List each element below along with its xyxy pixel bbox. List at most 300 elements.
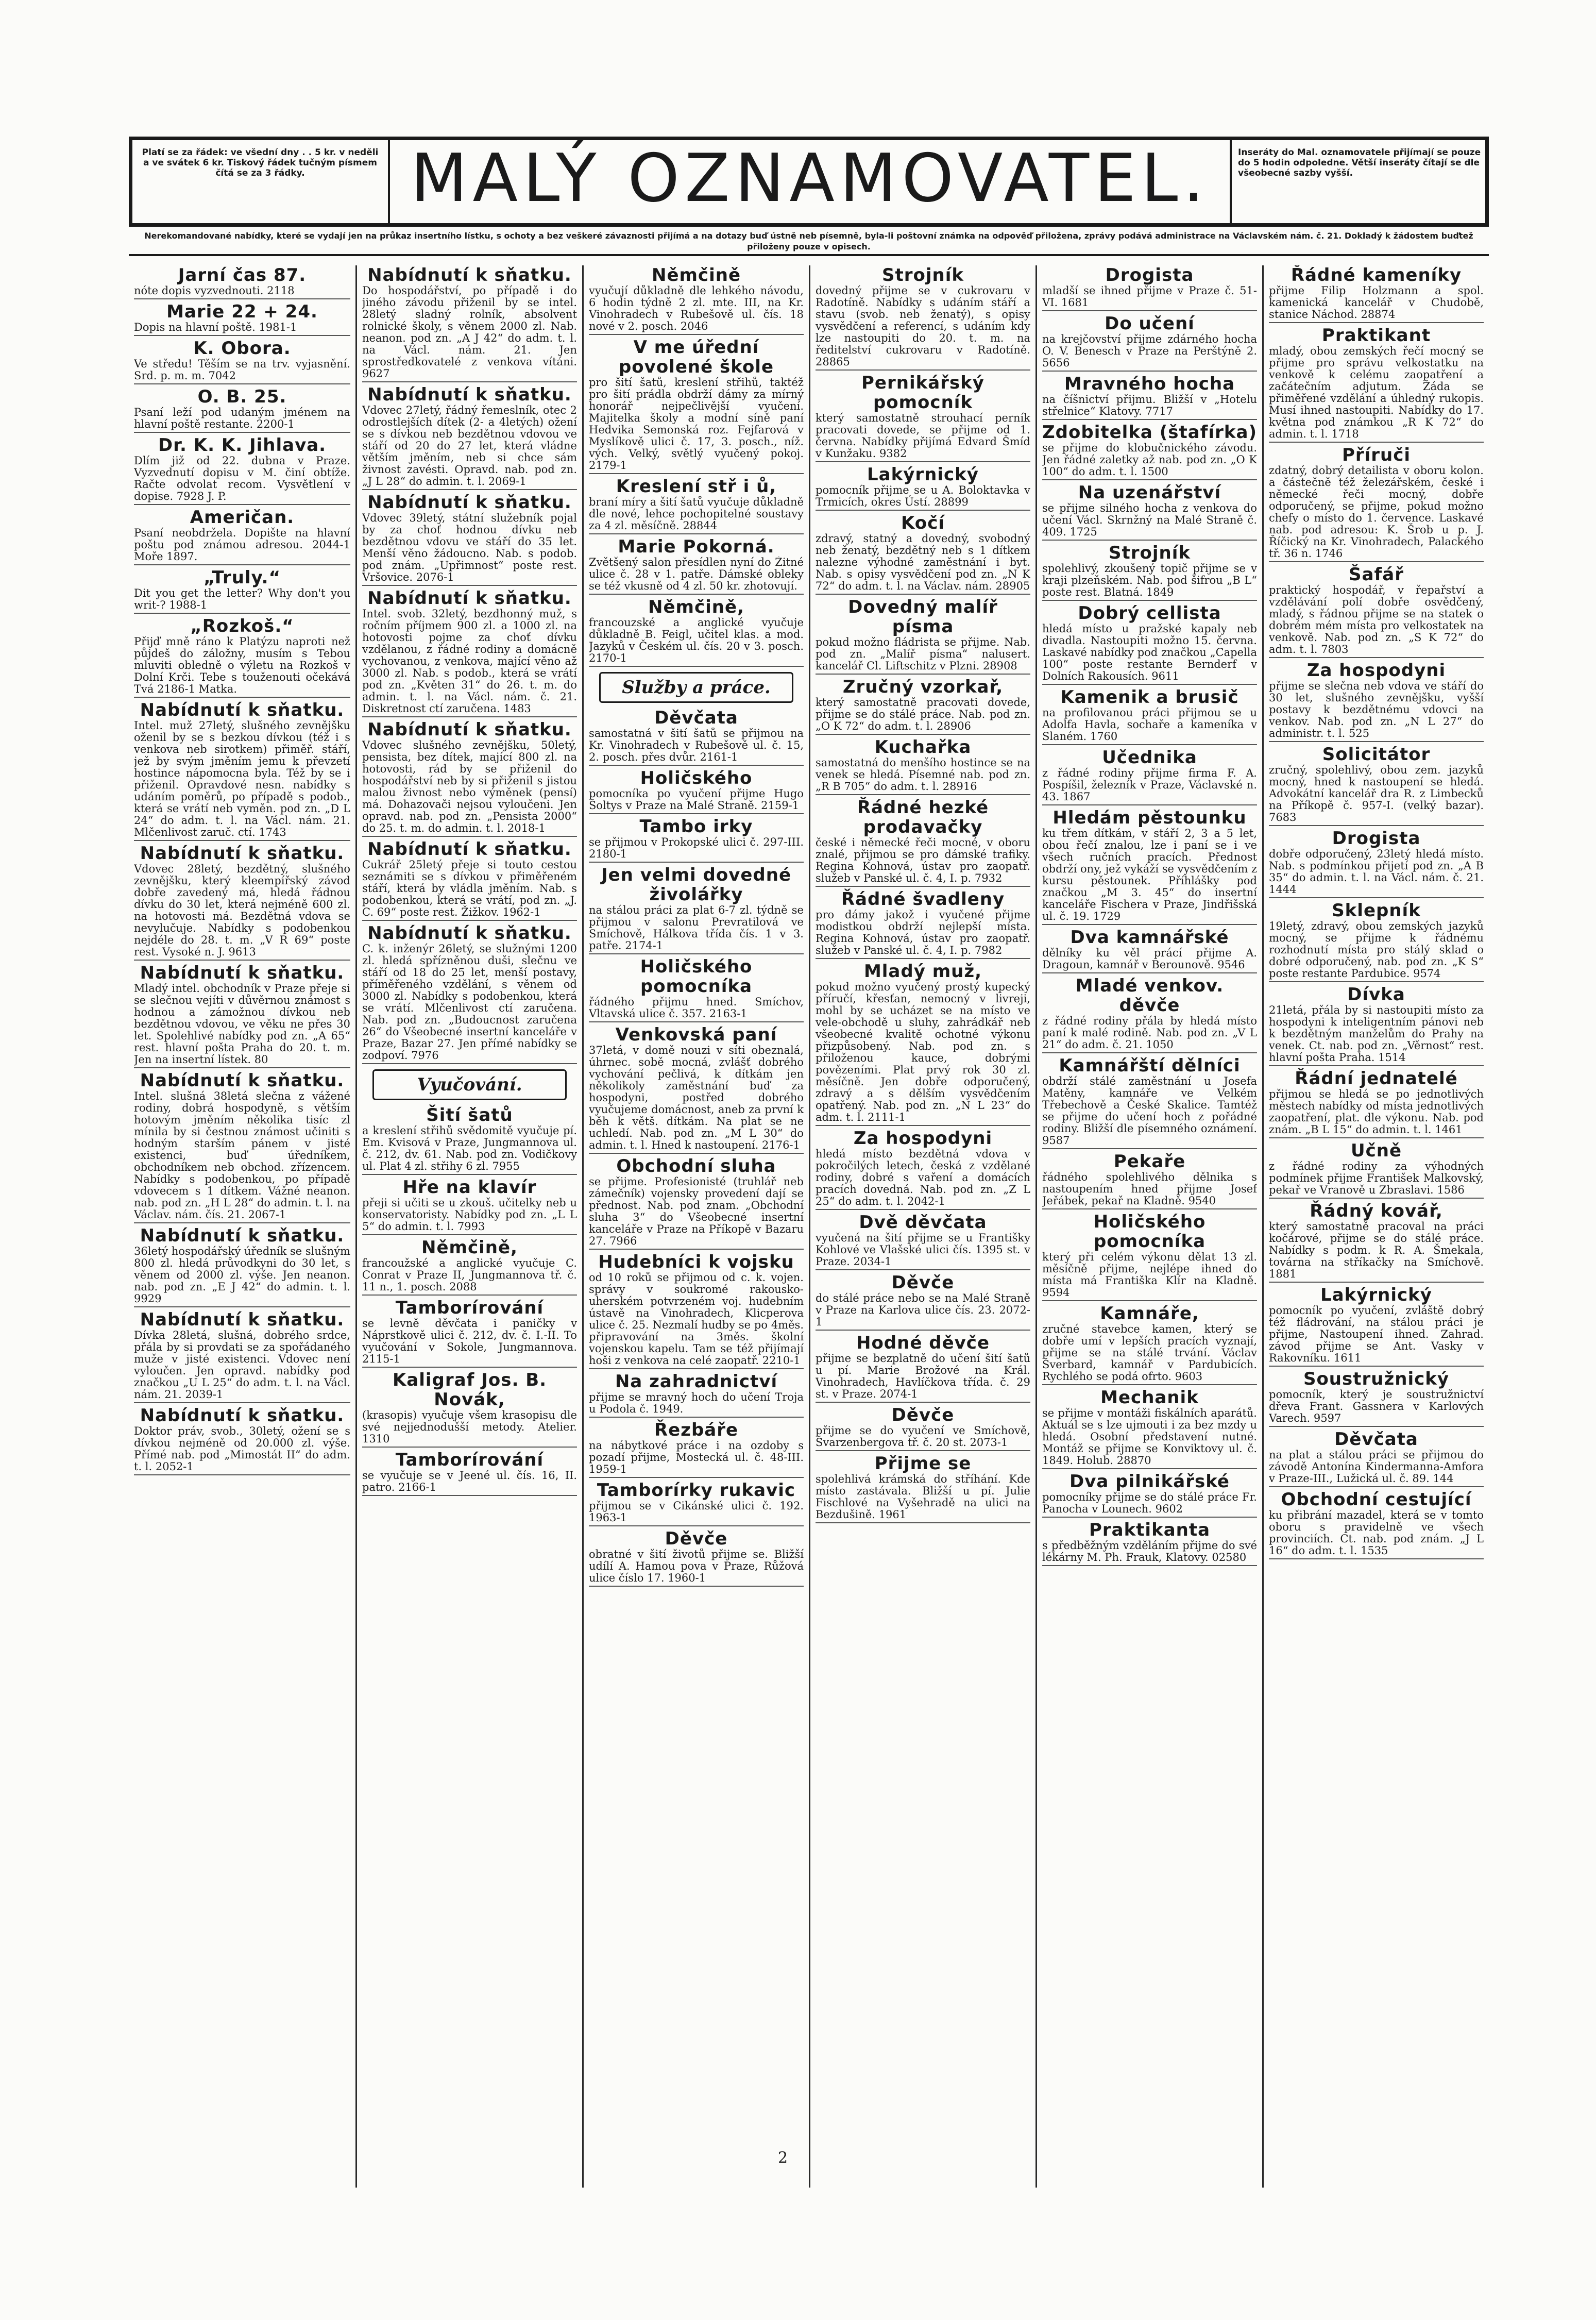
classified-ad <box>589 865 804 954</box>
ad-heading: O. B. 25. <box>197 386 287 407</box>
classified-ad <box>134 963 350 1068</box>
ad-text: mladý, obou zemských řečí mocný se přijme pro správu velkostatku na venkově k celému zaopatření a začátečním adjutum. Žáda se přiměřené vzdělání a úhledný rukopis. Musí ihned nastoupiti. Nabídky do 17. května pod známkou „R K 72“ do admin. t. l. 1718 <box>1269 345 1484 440</box>
classified-ad <box>1269 829 1484 898</box>
ad-heading: Řádní jednatelé <box>1295 1068 1458 1089</box>
classified-ad <box>589 1420 804 1478</box>
classified-ad <box>134 508 350 565</box>
ad-heading: Nabídnutí k sňatku. <box>367 923 572 944</box>
ad-text: se vyučuje se v Jeené ul. čís. 16, II. patro. 2166-1 <box>362 1470 577 1493</box>
ad-heading: Nabídnutí k sňatku. <box>140 1309 345 1330</box>
ad-text: na plat a stálou práci se přijmou do závodě Antonína Kindermanna-Amfora v Praze-III., Lužická ul. č. 89. 144 <box>1269 1449 1484 1485</box>
ad-heading: Obchodní cestující <box>1281 1489 1472 1510</box>
ad-text: ku přibrání mazadel, která se v tomto oboru s pravidelně ve všech provinciích. Ct. nab. pod znám. „J L 16“ do adm. t. l. 1535 <box>1269 1509 1484 1557</box>
ad-heading: Dva pilnikářské <box>1069 1471 1230 1492</box>
ad-heading: Řádné hezké prodavačky <box>857 797 989 837</box>
ad-text: Intel. svob. 32letý, bezdhonný muž, s ročním příjmem 900 zl. a 1000 zl. na hotovosti pojme za choť dívku vzdělanou, z řádné rodiny a domácně vychovanou, z venkova, mající věno až 3000 zl. Nab. s podob., která se vrátí pod zn. „Květen 31“ do 26. t. m. do admin. t. l. na Václ. nám. č. 21. Diskretnost ctí zaručena. 1483 <box>362 608 577 715</box>
ad-heading: Dr. K. K. Jihlava. <box>158 435 327 456</box>
ad-heading: Jarní čas 87. <box>178 265 307 285</box>
ad-text: pro dámy jakož i vyučené přijme modistkou obdrží nejlepší místa. Regina Kohnová, ústav pro zaopatř. služeb v Panské ul. č. 4, I. p. 7982 <box>816 909 1030 956</box>
ad-text: (krasopis) vyučuje všem krasopisu dle své nejjednodušší metody. Atelier. 1310 <box>362 1409 577 1445</box>
classified-ad <box>1042 687 1257 745</box>
ad-heading: Mladý muž, <box>863 961 982 982</box>
column-2 <box>355 265 582 2188</box>
ad-text: Intel. slušná 38letá slečna z vážené rodiny, dobrá hospodyně, s větším hotovým jměním několika tisíc zl mínila by si čestnou známost učiniti s hodným starším pánem v jisté existenci, buď úředníkem, obchodníkem neb obchod. zřízencem. Nabídky s podobenkou, po případě vdovecem s 1 dítkem. Vážné neanon. nab. pod zn. „H L 28“ do admin. t. l. na Václav. nám. čís. 21. 2067-1 <box>134 1090 350 1221</box>
classified-ad <box>816 737 1030 795</box>
ad-heading: Kreslení stř i ů, <box>616 476 777 497</box>
ad-heading: Praktikant <box>1321 325 1431 346</box>
classified-ad <box>362 1238 577 1296</box>
ad-heading: Nabídnutí k sňatku. <box>367 588 572 609</box>
masthead <box>129 137 1489 227</box>
ad-text: na nábytkové práce i na ozdoby s pozadí přijme, Mostecká ul. č. 48-III. 1959-1 <box>589 1440 804 1475</box>
classified-ad <box>1042 928 1257 973</box>
classified-ad <box>362 265 577 382</box>
classified-ad <box>1042 1520 1257 1566</box>
ad-heading: Řezbáře <box>654 1420 739 1440</box>
ad-heading: Kamnáře, <box>1100 1303 1199 1324</box>
classified-ad <box>1042 1472 1257 1518</box>
ad-text: pomocníka po vyučení přijme Hugo Šoltys v Praze na Malé Straně. 2159-1 <box>589 788 804 812</box>
ad-heading: Nabídnutí k sňatku. <box>367 719 572 740</box>
classified-ad <box>1269 1430 1484 1487</box>
column-4 <box>809 265 1035 2188</box>
masthead-note: Nerekomandované nabídky, které se vydají jen na průkaz insertního lístku, s ochoty a bez veškeré závaznosti přijímá a na dotazy buď ústně neb písemně, byla-li poštovní známka na odpověď přiložena, zprávy podává administrace na Václavském nám. č. 21. Dokladý k žádostem buďtež přiloženy pouze v opisech. <box>129 230 1489 256</box>
ad-heading: Drogista <box>1105 265 1194 285</box>
classified-ad <box>362 1298 577 1368</box>
section-heading: Služby a práce. <box>599 672 793 703</box>
ad-text: a kreslení střihů svědomitě vyučuje pí. Em. Kvisová v Praze, Jungmannova ul. č. 212, dv. 61. Nab. pod zn. Vodičkovy ul. Plat 4 zl. střihy 6 zl. 7955 <box>362 1125 577 1172</box>
ad-heading: Řádný kovář, <box>1310 1201 1443 1221</box>
deadline-box: Inseráty do Mal. oznamovatele přijímají se pouze do 5 hodin odpoledne. Větší inseráty čítají se dle všeobecné sazby vyšší. <box>1230 140 1492 223</box>
classified-ad <box>816 465 1030 511</box>
column-1 <box>129 265 355 2188</box>
ad-text: Mladý intel. obchodník v Praze přeje si se slečnou vejíti v důvěrnou známost s hodnou a zámožnou dívkou neb bezdětnou vdovou, ve věku ne přes 30 let. Spolehlivé nabídky pod zn. „A 65“ rest. hlavní pošta Praha do 20. t. m. Jen na insertní lístek. 80 <box>134 983 350 1066</box>
ad-text: Dopis na hlavní poště. 1981-1 <box>134 322 297 333</box>
classified-ad <box>134 1406 350 1475</box>
classified-ad <box>1042 603 1257 685</box>
ad-text: pomocník po vyučení, zvláště dobrý též fládrování, na stálou práci je přijme, Nastoupení ihned. Zahrad. závod přijme se Ant. Vasky v Rakovníku. 1611 <box>1269 1305 1484 1364</box>
classified-ad <box>134 1310 350 1403</box>
classified-ad <box>1042 374 1257 420</box>
ad-heading: Pernikářský pomocník <box>861 373 984 413</box>
classified-ad <box>134 339 350 384</box>
ad-text: z řádné rodiny přijme firma F. A. Pospíšil, železník v Praze, Václavské n. 43. 1867 <box>1042 767 1257 803</box>
ad-text: dobře odporučený, 23letý hledá místo. Nab. s podmínkou přijetí pod zn. „A B 35“ do admin. t. l. na Václ. nám. č. 21. 1444 <box>1269 848 1484 896</box>
ad-text: přijme se do vyučení ve Smíchově, Švarzenbergova tř. č. 20 st. 2073-1 <box>816 1425 1030 1449</box>
ad-text: Ve středu! Těším se na trv. vyjasnění. Srd. p. m. m. 7042 <box>134 358 350 382</box>
classified-ad <box>589 1529 804 1587</box>
ad-text: Doktor práv, svob., 30letý, ožení se s dívkou nejméně od 20.000 zl. výše. Přímé nab. pod „Mimostát II“ do adm. t. l. 2052-1 <box>134 1425 350 1473</box>
newspaper-page <box>129 137 1489 2193</box>
classified-ad <box>1269 265 1484 323</box>
ad-heading: Zdobitelka (štafírka) <box>1042 422 1257 443</box>
ad-text: české i německé řeči mocné, v oboru znalé, přijmou se pro dámské trafiky. Regina Kohnová, ústav pro zaopatř. služeb v Panské ul. č. 4, I. p. 7932 <box>816 837 1030 884</box>
ad-heading: Nabídnutí k sňatku. <box>367 265 572 285</box>
ad-heading: Američan. <box>190 507 295 528</box>
ad-text: zdravý, statný a dovedný, svobodný neb ženatý, bezdětný neb s 1 dítkem nalezne výhodné zaměstnání i byt. Nab. s opisy vysvědčení pod zn. „N K 72“ do adm. t. l. na Václav. nám. 28905 <box>816 533 1030 592</box>
ad-heading: Praktikanta <box>1089 1520 1211 1540</box>
classified-ad <box>816 265 1030 371</box>
ad-heading: Šafář <box>1349 564 1404 585</box>
classified-ad <box>134 616 350 698</box>
ad-text: z řádné rodiny přála by hledá místo paní k malé rodině. Nab. pod zn. „V L 21“ do adm. č. 21. 1050 <box>1042 1015 1257 1051</box>
ad-text: zručné stavebce kamen, který se dobře umí v lepších pracích vyznají, přijme se na stálé trvání. Václav Šverbard, kamnář v Pardubicích. Rychlého se podá ofrto. 9603 <box>1042 1323 1257 1383</box>
classified-ad <box>1042 483 1257 541</box>
classified-ad <box>589 708 804 766</box>
ad-heading: „Rozkoš.“ <box>190 616 294 636</box>
ad-heading: Kuchařka <box>874 737 972 758</box>
classified-ad <box>816 513 1030 595</box>
classified-ad <box>1042 1056 1257 1149</box>
ad-heading: Nabídnutí k sňatku. <box>140 1225 345 1246</box>
ad-heading: Nabídnutí k sňatku. <box>140 843 345 864</box>
classified-ad <box>1042 265 1257 311</box>
ad-heading: K. Obora. <box>193 338 291 359</box>
classified-ad <box>1042 423 1257 480</box>
classified-ad <box>1269 1369 1484 1427</box>
rates-box: Platí se za řádek: ve všední dny . . 5 kr. v neděli a ve svátek 6 kr. Tiskový řádek tučným písmem čítá se za 3 řádky. <box>132 140 390 223</box>
ad-columns <box>129 265 1489 2188</box>
classified-ad <box>362 1178 577 1235</box>
classified-ad <box>134 265 350 299</box>
ad-text: se přijme v montáži fiskálních aparátů. Aktuál se s lze ujmouti i za bez mzdy u hledá. Osobní představení nutné. Montáž se přijme se Konviktovy ul. č. 1849. Holub. 28870 <box>1042 1407 1257 1467</box>
classified-ad <box>1269 1069 1484 1138</box>
ad-heading: Strojník <box>882 265 964 285</box>
classified-ad <box>589 957 804 1022</box>
classified-ad <box>816 677 1030 735</box>
page-title: MALÝ OZNAMOVATEL. <box>411 140 1209 217</box>
ad-heading: Marie Pokorná. <box>618 536 775 557</box>
classified-ad <box>816 798 1030 887</box>
ad-text: nóte dopis vyzvednouti. 2118 <box>134 285 295 297</box>
ad-heading: Za hospodyni <box>1306 660 1446 681</box>
classified-ad <box>1269 985 1484 1066</box>
ad-heading: Tamborírky rukavic <box>597 1480 796 1501</box>
ad-heading: Tamborírování <box>395 1298 544 1318</box>
ad-text: samostatná do menšího hostince se na venek se hledá. Písemné nab. pod zn. „R B 705“ do adm. t. l. 28916 <box>816 757 1030 793</box>
classified-ad <box>1042 1304 1257 1385</box>
ad-text: s předběžným vzděláním přijme do své lékárny M. Ph. Frauk, Klatovy. 02580 <box>1042 1540 1257 1564</box>
ad-text: Dit you get the letter? Why don't you writ-? 1988-1 <box>134 587 350 611</box>
ad-text: 19letý, zdravý, obou zemských jazyků mocný, se přijme k řádnému rozhodnutí místa pro stálý sklad o dobré odporučený, nab. pod zn. „K S“ poste restante Pardubice. 9574 <box>1269 920 1484 980</box>
ad-text: přijme se slečna neb vdova ve stáří do 30 let, slušného zevnějšku, vyšší postavy k bezdětnému vdovci na venkov. Nab. pod zn. „N L 27“ do administr. t. l. 525 <box>1269 680 1484 739</box>
classified-ad <box>589 817 804 863</box>
ad-heading: Sklepník <box>1332 900 1421 921</box>
ad-heading: Mladé venkov. děvče <box>1075 976 1224 1016</box>
classified-ad <box>362 720 577 837</box>
ad-heading: Hudebníci k vojsku <box>598 1252 794 1272</box>
ad-heading: Němčině, <box>421 1237 518 1258</box>
classified-ad <box>589 1156 804 1250</box>
classified-ad <box>816 1454 1030 1523</box>
classified-ad <box>1269 445 1484 562</box>
ad-text: se přijmou v Prokopské ulici č. 297-III. 2180-1 <box>589 836 804 860</box>
classified-ad <box>134 568 350 614</box>
ad-heading: Dva kamnářské <box>1070 927 1229 948</box>
ad-text: braní míry a šití šatů vyučuje důkladně dle nové, lehce pochopitelné soustavy za 4 zl. měsíčně. 28844 <box>589 496 804 532</box>
ad-heading: Nabídnutí k sňatku. <box>140 1070 345 1091</box>
ad-text: spolehlivý, zkoušený topič přijme se v kraji plzeňském. Nab. pod šifrou „B L“ poste rest. Blatná. 1849 <box>1042 563 1257 598</box>
classified-ad <box>589 1481 804 1526</box>
ad-heading: Zručný vzorkař, <box>842 677 1004 697</box>
ad-text: pokud možno vyučený prostý kupecký příručí, křesťan, nemocný v livreji, mohl by se ucházet se na místo ve vele-obchodě u sluhy, zahrádkář neb všeobecné kvalitě ochotné výkonu přizpůsobený. Nab. pod zn. s přiloženou kauce, dobrými povězeními. Plat prvý rok 30 zl. měsíčně. Jen dobře odporučený, zdravý a s dělším vysvědčením opatřený. Nab. pod zn. „N L 23“ do adm. t. l. 2111-1 <box>816 981 1030 1123</box>
classified-ad <box>816 962 1030 1126</box>
ad-text: Vdovec 27letý, řádný řemeslník, otec 2 odrostlejších dítek (2- a 4letých) ožení se s dívkou neb bezdětnou vdovou ve stáří od 20 do 27 let, která vládne větším jměním, neb si chce sám živnost zavésti. Opravd. nab. pod zn. „J L 28“ do admin. t. l. 2069-1 <box>362 405 577 487</box>
classified-ad <box>816 373 1030 462</box>
ad-heading: Holičského <box>640 768 753 788</box>
ad-heading: Solicitátor <box>1322 744 1431 765</box>
ad-text: hledá místo bezdětná vdova v pokročilých letech, česká z vzdělané rodiny, dobré s vaření a domácích pracích dovedná. Nab. pod zn. „Z L 25“ do adm. t. l. 2042-1 <box>816 1148 1030 1207</box>
ad-heading: Pekaře <box>1113 1151 1186 1172</box>
ad-heading: Lakýrnický <box>867 464 979 485</box>
ad-heading: Kaligraf Jos. B. Novák, <box>392 1370 547 1410</box>
ad-text: spolehlivá krámská do stříhání. Kde místo zastávala. Bližší u pí. Julie Fischlové na Vyšehradě na ulici na Bezdušině. 1961 <box>816 1473 1030 1521</box>
classified-ad <box>362 1105 577 1175</box>
classified-ad <box>134 302 350 336</box>
ad-heading: Jen velmi dovedné živolářky <box>601 865 792 905</box>
ad-text: přijme se mravný hoch do učení Troja u Podola č. 1949. <box>589 1391 804 1415</box>
classified-ad <box>1042 808 1257 925</box>
column-5 <box>1035 265 1262 2188</box>
ad-heading: Do učení <box>1105 313 1195 334</box>
ad-text: Vdovec 28letý, bezdětný, slušného zevnějšku, který kleempířský závod dobře zavedený má, hledá řádnou dívku do 30 let, která nejméně 600 zl. na hotovosti má. Bezdětná vdova se nevylučuje. Nabídky s podobenkou nejdéle do 28. t. m. „V R 69“ poste rest. Vysoké n. J. 9613 <box>134 863 350 958</box>
ad-text: pomocník přijme se u A. Boloktavka v Trmicích, okres Ústí. 28899 <box>816 484 1030 508</box>
ad-text: 36letý hospodářský úředník se slušným 800 zl. hledá průvodkyni do 30 let, s věnem od 2000 zl. výše. Jen neanon. nab. pod zn. „E J 42“ do admin. t. l. 9929 <box>134 1246 350 1305</box>
classified-ad <box>1269 1285 1484 1367</box>
classified-ad <box>1042 1388 1257 1469</box>
ad-text: který samostatně strouhací perník pracovati dovede, se přijme od 1. června. Nabídky přijímá Edvard Šmíd v Kunžaku. 9382 <box>816 412 1030 460</box>
ad-text: od 10 roků se přijmou od c. k. vojen. správy v soukromé rakousko-uherském potvrzeném voj. hudebním ústavě na Vinohradech, Klicperova ulice č. 25. Nezmalí hudby se po 4měs. připravování na 3měs. školní vojenskou kapelu. Tam se též přijímají hoši z venkova na celé zaopatř. 2210-1 <box>589 1272 804 1367</box>
ad-text: přijmou se v Cikánské ulici č. 192. 1963-1 <box>589 1500 804 1524</box>
ad-text: Psaní neobdržela. Dopište na hlavní poštu pod známou adresou. 2044-1 Moře 1897. <box>134 527 350 563</box>
ad-heading: Hře na klavír <box>402 1177 537 1198</box>
ad-text: se přijme. Profesionisté (truhlář neb zámečník) vojensky provedení dají se přednost. Nab. pod znam. „Obchodní sluha 3“ do Všeobecné insertní kanceláře v Praze na Příkopě v Bazaru 27. 7966 <box>589 1176 804 1247</box>
ad-text: dělníky ku věl prácí přijme A. Dragoun, kamnář v Berounově. 9546 <box>1042 947 1257 971</box>
ad-text: Intel. muž 27letý, slušného zevnějšku oženil by se s bezkou dívkou (též i s venkova neb sirotkem) přiměř. stáří, jež by svým jměním jemu k převzetí hostince nápomocna byla. Též by se i přiženil. Opravdové nesn. nabídky s udáním poměrů, po případě s podob., která se vrátí neb vyměn. pod zn. „D L 24“ do adm. t. l. na Václ. nám. 21. Mlčenlivost zaruč. ctí. 1743 <box>134 720 350 838</box>
ad-text: se přijme do klobučnického závodu. Jen řádné zaletky až nab. pod zn. „O K 100“ do adm. t. l. 1500 <box>1042 442 1257 478</box>
classified-ad <box>816 1405 1030 1451</box>
ad-heading: Nabídnutí k sňatku. <box>140 700 345 720</box>
ad-heading: Dobrý cellista <box>1078 603 1221 624</box>
ad-text: Do hospodářství, po případě i do jiného závodu přiženil by se intel. 28letý sladný rolník, absolvent rolnické školy, s věnem 2000 zl. Nab. neanon. pod zn. „A J 42“ do adm. t. l. na Václ. nám. 21. Jen sprostředkovatelé z venkova vítáni. 9627 <box>362 285 577 380</box>
ad-heading: Řádné švadleny <box>841 889 1005 910</box>
ad-heading: Lakýrnický <box>1320 1285 1432 1305</box>
ad-heading: Marie 22 + 24. <box>166 301 318 322</box>
ad-heading: Děvče <box>891 1272 955 1293</box>
classified-ad <box>1269 901 1484 982</box>
ad-heading: Dovedný malíř písma <box>848 597 998 637</box>
ad-text: řádného spolehlivého dělnika s nastoupením hned přijme Josef Jeřábek, pekař na Kladně. 9540 <box>1042 1171 1257 1207</box>
ad-heading: V me úřední povolené škole <box>618 337 774 377</box>
ad-heading: Holičského pomocníka <box>640 956 753 997</box>
ad-heading: Kočí <box>901 513 945 533</box>
ad-text: mladší se ihned přijme v Praze č. 51-VI. 1681 <box>1042 285 1257 309</box>
classified-ad <box>362 839 577 921</box>
ad-heading: Děvče <box>665 1528 728 1549</box>
ad-text: Cukrář 25letý přeje si touto cestou seznámiti se s dívkou v přiměřeném stáří, která by vládla jměním. Nab. s podobenkou, která se vrátí, pod zn. „J. C. 69“ poste rest. Žižkov. 1962-1 <box>362 859 577 918</box>
ad-heading: Příruči <box>1342 445 1411 465</box>
ad-text: samostatná v šití šatů se přijmou na Kr. Vinohradech v Rubešově ul. č. 15, 2. posch. přes dvůr. 2161-1 <box>589 728 804 763</box>
column-3 <box>582 265 809 2188</box>
ad-text: na profilovanou práci přijmou se u Adolfa Havla, sochaře a kameníka v Slaném. 1760 <box>1042 707 1257 743</box>
classified-ad <box>589 768 804 814</box>
ad-heading: Učednika <box>1102 747 1197 768</box>
classified-ad <box>1269 661 1484 742</box>
ad-text: na číšnictví přijmu. Bližší v „Hotelu střelnice“ Klatovy. 7717 <box>1042 394 1257 417</box>
ad-text: pokud možno fládrista se přijme. Nab. pod zn. „Malíř písma“ nalusert. kancelář Cl. Liftschitz v Plzni. 28908 <box>816 636 1030 672</box>
ad-text: hledá místo u pražské kapaly neb divadla. Nastoupiti možno 15. června. Laskavé nabídky pod značkou „Capella 100“ poste restante Bernderf v Dolních Rakousích. 9611 <box>1042 623 1257 682</box>
ad-heading: Dvě děvčata <box>859 1212 987 1233</box>
ad-text: přijme se bezplatně do učení šití šatů u pí. Marie Brožové na Král. Vinohradech, Havlíčkova třída. č. 29 st. v Praze. 2074-1 <box>816 1353 1030 1400</box>
ad-text: z řádné rodiny za výhodných podmínek přijme František Malkovský, pekař ve Vranově u Zbraslavi. 1586 <box>1269 1161 1484 1196</box>
classified-ad <box>589 597 804 667</box>
ad-text: na stálou práci za plat 6-7 zl. týdně se přijmou v salonu Prevratilová ve Smíchově, Hálkova třída čís. 1 v 3. patře. 2174-1 <box>589 904 804 952</box>
ad-heading: Soustružnický <box>1303 1369 1450 1389</box>
ad-text: se přijme silného hocha z venkova do učení Václ. Skrnžný na Malé Straně č. 409. 1725 <box>1042 502 1257 538</box>
classified-ad <box>134 435 350 505</box>
ad-heading: Nabídnutí k sňatku. <box>140 1405 345 1426</box>
ad-text: přeji si učiti se u zkouš. učitelky neb u konservatoristy. Nabídky pod zn. „L L 5“ do admin. t. l. 7993 <box>362 1197 577 1233</box>
classified-ad <box>1269 1201 1484 1283</box>
classified-ad <box>134 1226 350 1307</box>
ad-heading: Holičského pomocníka <box>1093 1212 1206 1252</box>
ad-heading: Obchodní sluha <box>616 1156 776 1176</box>
classified-ad <box>589 537 804 595</box>
ad-text: vyučená na šití přijme se u Františky Kohlové ve Vlašské ulici čís. 1395 st. v Praze. 2034-1 <box>816 1232 1030 1268</box>
ad-heading: Na uzenářství <box>1078 482 1221 503</box>
classified-ad <box>589 1025 804 1154</box>
ad-text: který samostatně pracovati dovede, přijme se do stálé práce. Nab. pod zn. „O K 72“ do adm. t. l. 28906 <box>816 697 1030 732</box>
ad-text: pomocník, který je soustružnictví dřeva Frant. Gassnera v Karlových Varech. 9597 <box>1269 1389 1484 1424</box>
ad-heading: Strojník <box>1109 543 1191 563</box>
classified-ad <box>1042 314 1257 372</box>
ad-heading: Drogista <box>1332 828 1421 849</box>
ad-heading: Tambo irky <box>639 816 753 837</box>
classified-ad <box>1269 1141 1484 1199</box>
classified-ad <box>816 1273 1030 1331</box>
classified-ad <box>589 1252 804 1369</box>
ad-text: přijme Filip Holzmann a spol. kamenická kancelář v Chudobě, stanice Náchod. 28874 <box>1269 285 1484 321</box>
classified-ad <box>816 1333 1030 1403</box>
ad-heading: Hledám pěstounku <box>1052 808 1247 828</box>
classified-ad <box>134 1071 350 1223</box>
section-heading: Vyučování. <box>372 1069 567 1100</box>
ad-text: 21letá, přála by si nastoupiti místo za hospodyni k inteligentním pánovi neb k bezdětným manželům do Prahy na venek. Ct. nab. pod zn. „Věrnost“ rest. hlavní pošta Praha. 1514 <box>1269 1004 1484 1064</box>
ad-text: dovedný přijme se v cukrovaru v Radotíně. Nabídky s udáním stáří a stavu (svob. neb ženatý), s opisy vysvědčení a referencí, s udáním kdy lze nastoupiti do 20. t. m. na ředitelství cukrovaru v Radotíně. 28865 <box>816 285 1030 368</box>
ad-heading: Na zahradnictví <box>615 1371 778 1392</box>
ad-heading: Děvčata <box>654 708 738 728</box>
column-6 <box>1262 265 1489 2188</box>
ad-text: který při celém výkonu dělat 13 zl. měsíčně přijme, nejlépe ihned do místa má Františka Klír na Kladně. 9594 <box>1042 1251 1257 1299</box>
ad-heading: Němčině, <box>648 597 744 617</box>
classified-ad <box>134 844 350 961</box>
classified-ad <box>1042 1212 1257 1301</box>
classified-ad <box>134 387 350 433</box>
ad-heading: Řádné kameníky <box>1291 265 1462 285</box>
classified-ad <box>362 493 577 586</box>
ad-text: řádného přijmu hned. Smíchov, Vltavská ulice č. 357. 2163-1 <box>589 996 804 1020</box>
classified-ad <box>362 1370 577 1448</box>
classified-ad <box>1269 745 1484 826</box>
ad-text: obdrží stálé zaměstnání u Josefa Matěny, kamnáře ve Velkém Třebechově a České Skalice. Tamtéž se přijme do učení hoch z pořádné rodiny. Bližší dle písemného oznámení. 9587 <box>1042 1075 1257 1147</box>
ad-text: praktický hospodář, v řepařství a vzdělávání polí dobře osvědčený, mladý, s řádnou přijme se na statek o dobrém mém místa pro velkostatek na venkově. Nab. pod zn. „S K 72“ do adm. t. l. 7803 <box>1269 584 1484 655</box>
ad-text: vyučují důkladně dle lehkého návodu, 6 hodin týdně 2 zl. mte. III, na Kr. Vinohradech v Rubešově ul. čís. 18 nové v 2. posch. 2046 <box>589 285 804 332</box>
ad-text: Dlím již od 22. dubna v Praze. Vyzvednutí dopisu v M. činí obtíže. Račte odvolat recom. Vysvětlení v dopise. 7928 J. P. <box>134 455 350 502</box>
ad-text: francoužské a anglické vyučuje C. Conrat v Praze II, Jungmannova tř. č. 11 n., 1. posch. 2088 <box>362 1257 577 1293</box>
ad-heading: Přijme se <box>874 1453 972 1474</box>
ad-text: Vdovec 39letý, státní služebník pojal by za choť hodnou dívku neb bezdětnou vdovu ve stáří do 35 let. Menší věno žádoucno. Nab. s podob. pod znám. „Upřimnost“ poste rest. Vršovice. 2076-1 <box>362 512 577 583</box>
classified-ad <box>589 338 804 474</box>
classified-ad <box>362 1450 577 1496</box>
classified-ad <box>816 597 1030 675</box>
ad-heading: Děvčata <box>1334 1429 1418 1450</box>
classified-ad <box>1042 748 1257 805</box>
ad-heading: Kamenik a brusič <box>1060 687 1239 708</box>
ad-heading: Tamborírování <box>395 1450 544 1470</box>
classified-ad <box>816 889 1030 959</box>
classified-ad <box>362 923 577 1064</box>
ad-text: na krejčovství přijme zdárného hocha O. V. Benesch v Praze na Perštýně 2. 5656 <box>1042 333 1257 369</box>
ad-text: se levně děvčata i paničky v Náprstkově ulici č. 212, dv. č. I.-II. To vyučování v Sokole, Jungmannova. 2115-1 <box>362 1318 577 1365</box>
classified-ad <box>1269 1490 1484 1559</box>
ad-text: pro šití šatů, kreslení střihů, taktéž pro šití prádla obdrží dámy za mírný honorář nejpečlivější vyučení. Majitelka školy a modní síně paní Hedvika Semonská roz. Fejfarová v Myslíkově ulici č. 17, 3. posch., níž. vých. Velký, světlý vyučený pokoj. 2179-1 <box>589 377 804 472</box>
ad-text: francouzské a anglické vyučuje důkladně B. Feigl, učitel klas. a mod. Jazyků v Českém ul. čís. 20 v 3. posch. 2170-1 <box>589 617 804 664</box>
ad-heading: „Truly.“ <box>203 567 281 588</box>
classified-ad <box>589 265 804 335</box>
classified-ad <box>1269 326 1484 443</box>
ad-text: Přijď mně ráno k Platýzu naproti než půjdeš do záložny, musím s Tebou mluviti obledně o výletu na Rozkoš v Dolní Krči. Tebe s touženouti očekává Tvá 2186-1 Matka. <box>134 636 350 695</box>
page-number: 2 <box>778 2149 788 2167</box>
classified-ad <box>1042 543 1257 601</box>
ad-heading: Učně <box>1350 1140 1402 1161</box>
ad-heading: Nabídnutí k sňatku. <box>140 963 345 983</box>
classified-ad <box>134 700 350 841</box>
ad-heading: Nabídnutí k sňatku. <box>367 839 572 860</box>
classified-ad <box>1042 1152 1257 1209</box>
ad-heading: Děvče <box>891 1405 955 1425</box>
classified-ad <box>816 1129 1030 1210</box>
ad-heading: Mravného hocha <box>1064 374 1235 394</box>
ad-text: zdatný, dobrý detailista v oboru kolon. a částečně též železářském, české i německé řeči mocný, dobře odporučený, se přijme, pokud možno chefy o místo do 1. července. Laskavé nab. pod adresou: K. Šrob u p. J. Říčický na Kr. Vinohradech, Palackého tř. 36 n. 1746 <box>1269 465 1484 560</box>
ad-text: pomocníky přijme se do stálé práce Fr. Panocha v Lounech. 9602 <box>1042 1491 1257 1515</box>
classified-ad <box>589 477 804 534</box>
ad-heading: Dívka <box>1347 984 1405 1005</box>
ad-text: Zvětšený salon přesídlen nyní do Žitné ulice č. 28 v 1. patře. Dámské obleky se též vkusně od 4 zl. 50 kr. zhotovují. <box>589 557 804 592</box>
ad-text: který samostatně pracoval na práci kočárové, přijme se do stálé práce. Nabídky s podm. k R. A. Šmekala, továrna na stříkačky na Smíchově. 1881 <box>1269 1221 1484 1280</box>
classified-ad <box>589 1372 804 1418</box>
classified-ad <box>1269 565 1484 658</box>
ad-heading: Kamnářští dělníci <box>1059 1055 1241 1076</box>
classified-ad <box>362 385 577 490</box>
ad-text: Vdovec slušného zevnějšku, 50letý, pensista, bez dítek, mající 800 zl. na hotovosti, rád by se přiženil do hospodářství neb by si přiženil s jistou malou živnost nebo výměnek (pensí) má. Dohazovači nejsou vyloučeni. Jen opravd. nab. pod zn. „Pensista 2000“ do 25. t. m. do admin. t. l. 2018-1 <box>362 739 577 834</box>
ad-text: přijmou se hledá se po jednotlivých městech nabídky od místa jednotlivých zaopatření, plat. dle výkonu. Nab. pod znám. „B L 15“ do admin. t. l. 1461 <box>1269 1088 1484 1136</box>
ad-text: Dívka 28letá, slušná, dobrého srdce, přála by si provdati se za spořádaného muže v jisté existenci. Vdovec není vyloučen. Jen opravd. nabídky pod značkou „U L 25“ do adm. t. l. na Václ. nám. 21. 2039-1 <box>134 1330 350 1401</box>
ad-text: obratné v šití životů přijme se. Bližší udílí A. Hamou pova v Praze, Růžová ulice číslo 17. 1960-1 <box>589 1549 804 1584</box>
ad-text: 37letá, v domě nouzi v síti obeznalá, úhrnec. sobě mocná, zvlášť dobrého vychování pečlivá, k dítkám jen několikoly zaměstnání buď za hospodyni, postřed dobrého vyučujeme domácnost, aneb za první k běh k větš. dítkám. Na plat se ne uchledí. Nab. pod zn. „M L 30“ do admin. t. l. Hned k nastoupení. 2176-1 <box>589 1045 804 1151</box>
ad-text: Psaní leží pod udaným jménem na hlavní poště restante. 2200-1 <box>134 407 350 430</box>
ad-heading: Nabídnutí k sňatku. <box>367 492 572 513</box>
ad-heading: Mechanik <box>1100 1387 1199 1408</box>
ad-text: do stálé práce nebo se na Malé Straně v Praze na Karlova ulice čís. 23. 2072-1 <box>816 1292 1030 1328</box>
ad-heading: Venkovská paní <box>615 1024 777 1045</box>
classified-ad <box>362 589 577 717</box>
ad-text: ku třem dítkám, v stáří 2, 3 a 5 let, obou řečí znalou, lze i paní se i ve všech ručních pracích. Přednost obdrží ony, jež vykáží se vysvědčením z kursu pěstounek. Příhlášky pod značkou „M 3. 45“ do insertní kanceláře Fischera v Praze, Jindřišská ul. č. 19. 1729 <box>1042 828 1257 922</box>
classified-ad <box>1042 976 1257 1053</box>
ad-heading: Hodné děvče <box>856 1333 990 1353</box>
ad-heading: Šití šatů <box>426 1105 513 1125</box>
ad-heading: Němčině <box>651 265 741 285</box>
ad-text: C. k. inženýr 26letý, se služnými 1200 zl. hledá spřízněnou duši, slečnu ve stáří od 18 do 25 let, menší postavy, příměřeného vzdělání, s věnem od 3000 zl. Nabídky s podobenkou, která se vrátí. Mlčenlivost ctí zaručena. Nab. pod zn. „Budoucnost zaručena 26“ do Všeobecné insertní kanceláře v Praze, Bazar 27. Jen přímé nabídky se zodpoví. 7976 <box>362 943 577 1062</box>
